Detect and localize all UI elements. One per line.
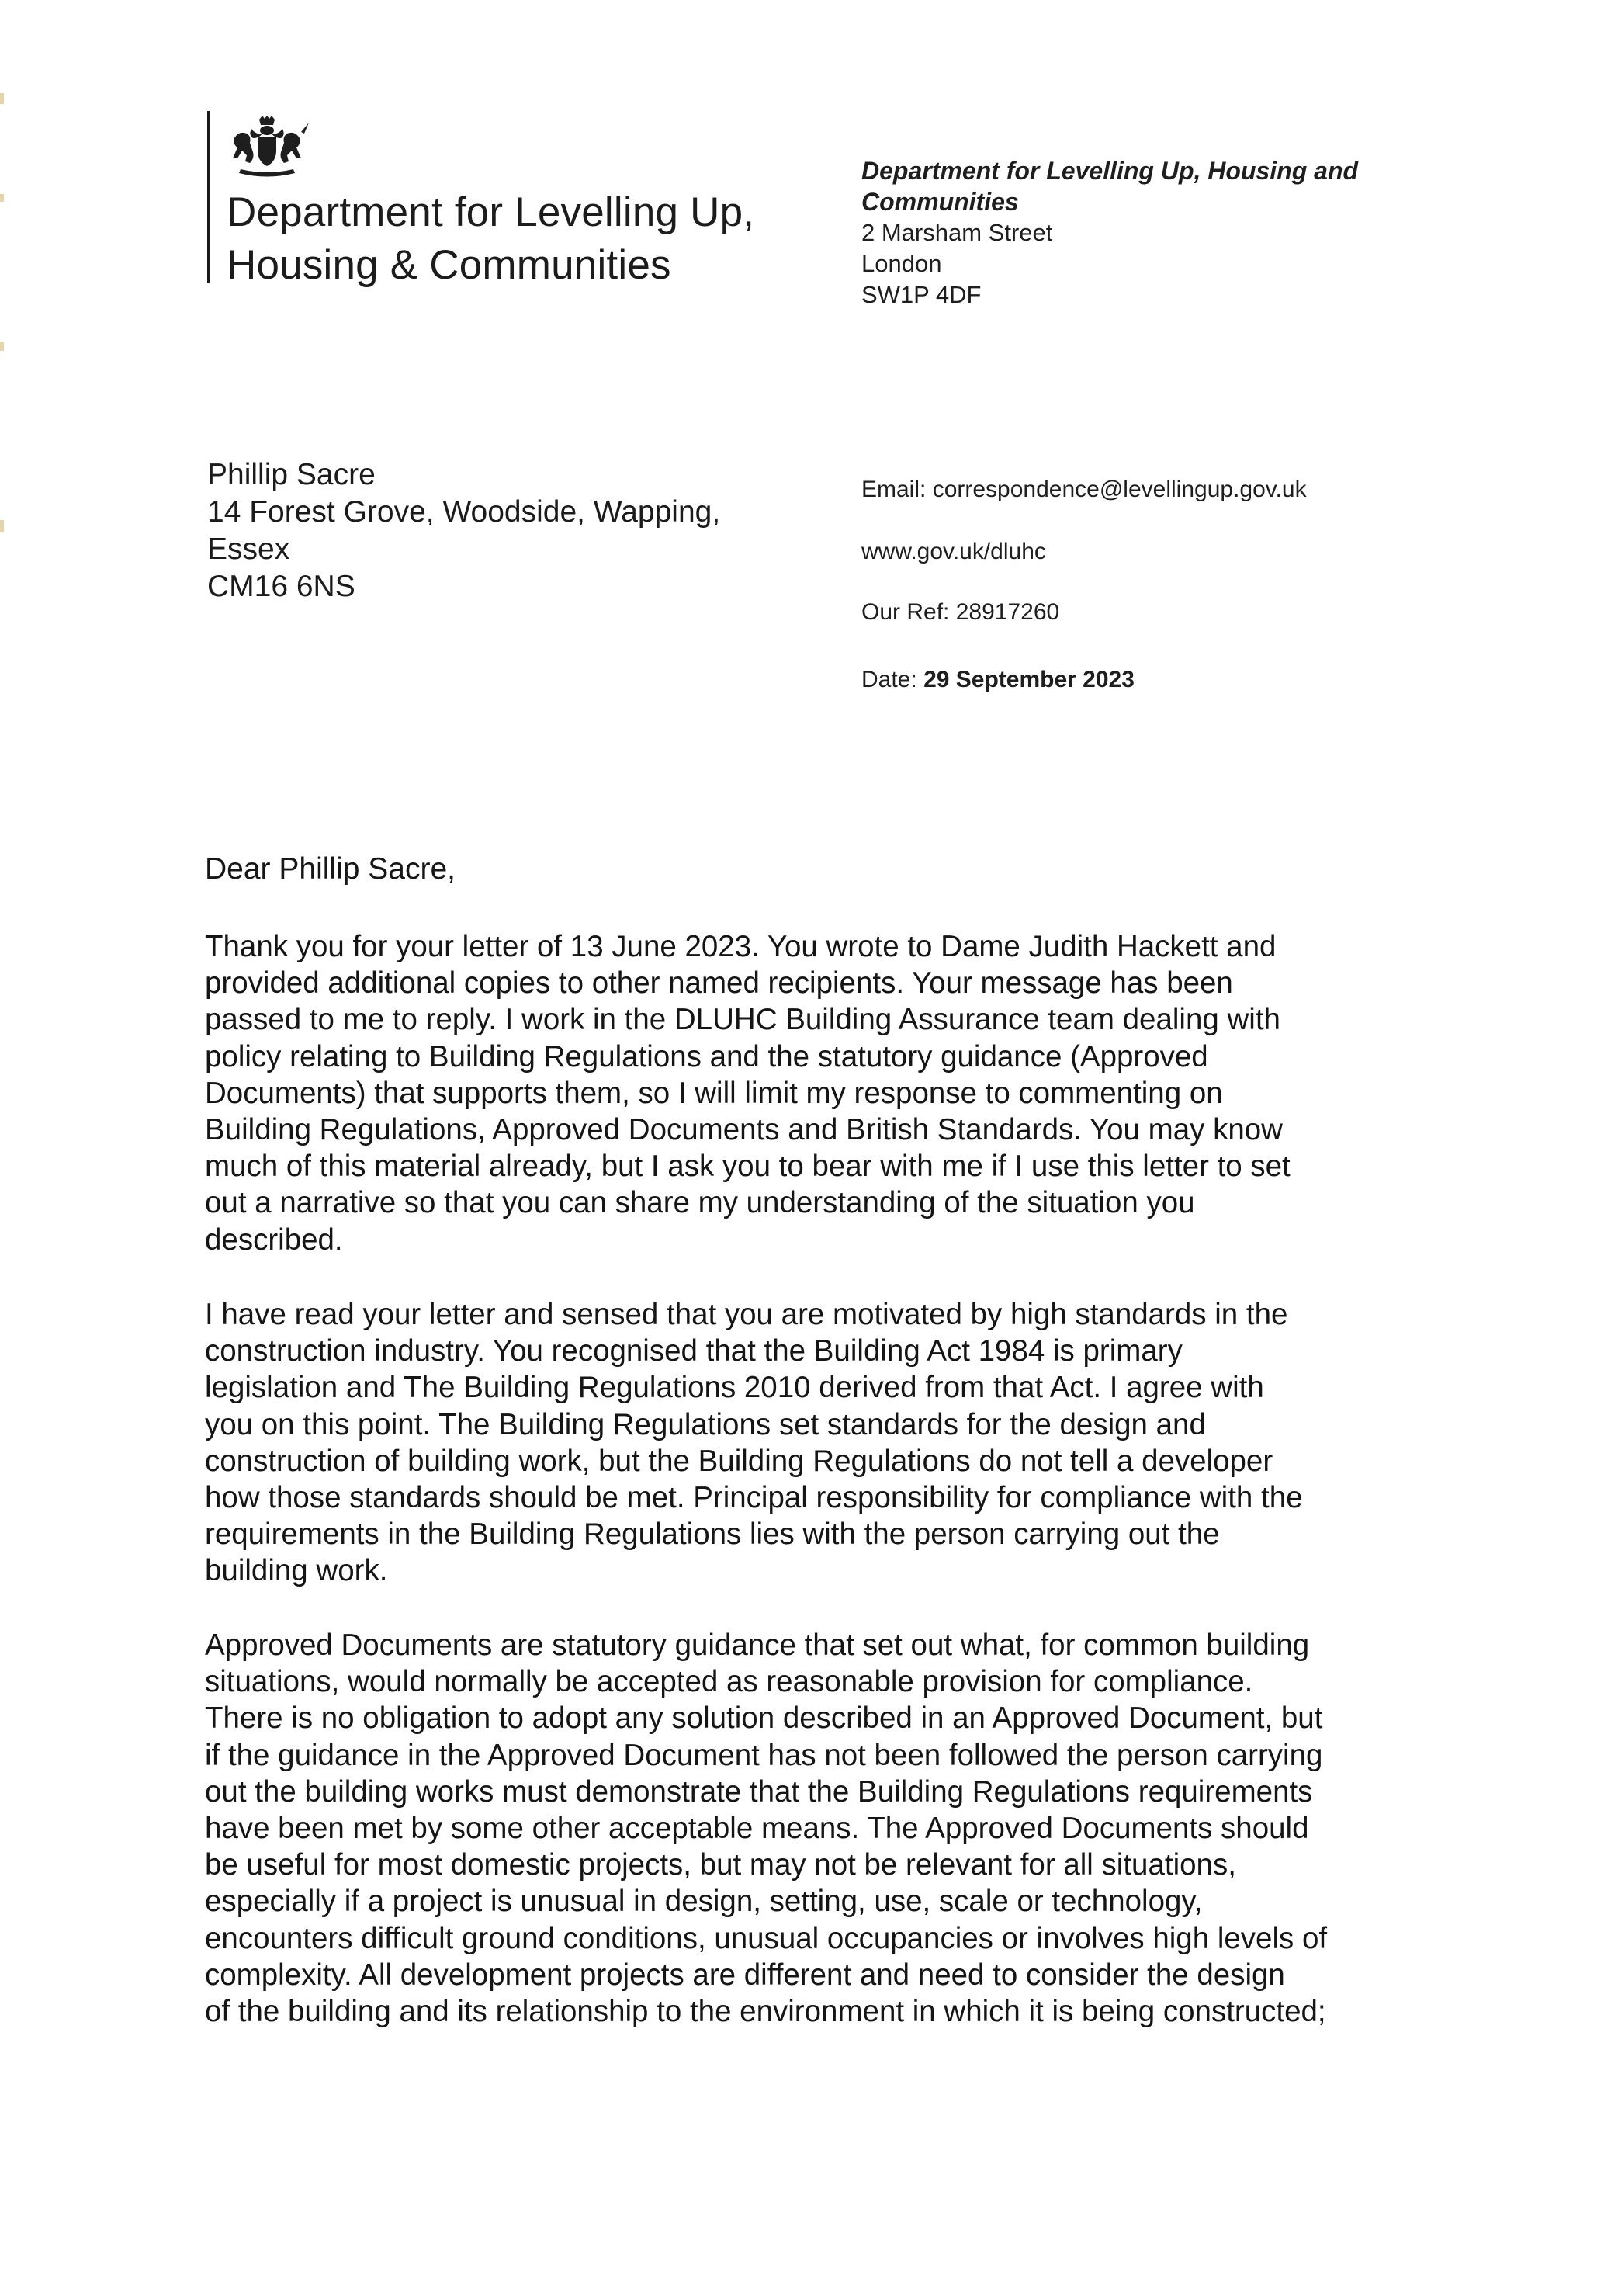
paragraph-line: described. [205, 1223, 343, 1257]
paragraph-line: of the building and its relationship to the environment in which it is being constructed; [205, 1995, 1326, 2029]
recipient-name: Phillip Sacre [207, 458, 376, 491]
sender-name-line-1: Department for Levelling Up, Housing and [861, 157, 1359, 185]
paragraph-line: you on this point. The Building Regulations set standards for the design and [205, 1407, 1206, 1441]
department-name-line-1: Department for Levelling Up, [227, 189, 755, 235]
paragraph-line: encounters difficult ground conditions, unusual occupancies or involves high levels of [205, 1921, 1328, 1955]
paragraph-line: policy relating to Building Regulations and the statutory guidance (Approved [205, 1039, 1208, 1073]
paragraph-line: construction industry. You recognised that the Building Act 1984 is primary [205, 1334, 1183, 1368]
scan-speck [0, 93, 4, 104]
reference-number: 28917260 [955, 599, 1060, 625]
recipient-street: 14 Forest Grove, Woodside, Wapping, [207, 495, 721, 529]
paragraph-line: Approved Documents are statutory guidance that set out what, for common building [205, 1628, 1310, 1662]
department-name-line-2: Housing & Communities [227, 242, 671, 288]
paragraph-line: situations, would normally be accepted as reasonable provision for compliance. [205, 1665, 1253, 1699]
department-name [227, 186, 847, 292]
sender-postcode: SW1P 4DF [861, 281, 982, 308]
paragraph-line: be useful for most domestic projects, but may not be relevant for all situations, [205, 1848, 1236, 1882]
date-label: Date: [861, 667, 917, 692]
paragraph-line: how those standards should be met. Principal responsibility for compliance with the [205, 1481, 1303, 1515]
paragraph-line: construction of building work, but the Building Regulations do not tell a developer [205, 1444, 1273, 1478]
paragraph-line: provided additional copies to other named recipients. Your message has been [205, 966, 1233, 1001]
email-label: Email: [861, 477, 927, 502]
paragraph-line: much of this material already, but I ask you to bear with me if I use this letter to set [205, 1150, 1291, 1184]
recipient-address [207, 456, 844, 605]
scan-speck [0, 194, 4, 202]
paragraph-line: out a narrative so that you can share my understanding of the situation you [205, 1186, 1195, 1220]
paragraph-line: have been met by some other acceptable means. The Approved Documents should [205, 1812, 1309, 1846]
recipient-postcode: CM16 6NS [207, 570, 355, 603]
recipient-county: Essex [207, 532, 290, 566]
paragraph-line: especially if a project is unusual in design, setting, use, scale or technology, [205, 1885, 1203, 1919]
letterhead-rule [207, 111, 210, 283]
scan-speck [0, 342, 4, 351]
paragraph-line: out the building works must demonstrate that the Building Regulations requirements [205, 1774, 1313, 1809]
paragraph-line: There is no obligation to adopt any solution described in an Approved Document, but [205, 1701, 1323, 1736]
paragraph-line: I have read your letter and sensed that you are motivated by high standards in the [205, 1298, 1288, 1331]
sender-city: London [861, 250, 942, 277]
date-line [861, 665, 1591, 695]
email-line [861, 475, 1591, 505]
reference-line [861, 598, 1591, 627]
salutation: Dear Phillip Sacre, [205, 852, 456, 886]
paragraph-line: Building Regulations, Approved Documents and British Standards. You may know [205, 1113, 1283, 1147]
paragraph-line: legislation and The Building Regulations 2010 derived from that Act. I agree with [205, 1371, 1264, 1405]
email-address[interactable]: correspondence@levellingup.gov.uk [932, 477, 1307, 502]
sender-street: 2 Marsham Street [861, 219, 1053, 246]
paragraph-line: complexity. All development projects are different and need to consider the design [205, 1958, 1285, 1992]
paragraph-1 [205, 928, 1594, 1258]
paragraph-line: passed to me to reply. I work in the DLUHC Building Assurance team dealing with [205, 1003, 1280, 1037]
sender-address [861, 155, 1560, 310]
paragraph-line: if the guidance in the Approved Document has not been followed the person carrying [205, 1738, 1323, 1772]
paragraph-line: building work. [205, 1554, 388, 1588]
website-link[interactable]: www.gov.uk/dluhc [861, 539, 1046, 564]
paragraph-line: requirements in the Building Regulations lies with the person carrying out the [205, 1517, 1220, 1552]
paragraph-line: Thank you for your letter of 13 June 2023. You wrote to Dame Judith Hackett and [205, 930, 1277, 963]
letter-date: 29 September 2023 [923, 667, 1135, 692]
paragraph-line: Documents) that supports them, so I will limit my response to commenting on [205, 1076, 1223, 1110]
sender-name-line-2: Communities [861, 188, 1019, 216]
royal-coat-of-arms-icon [223, 115, 310, 177]
paragraph-2 [205, 1296, 1594, 1590]
paragraph-3 [205, 1627, 1594, 2030]
scan-speck [0, 520, 4, 532]
reference-label: Our Ref: [861, 599, 950, 625]
